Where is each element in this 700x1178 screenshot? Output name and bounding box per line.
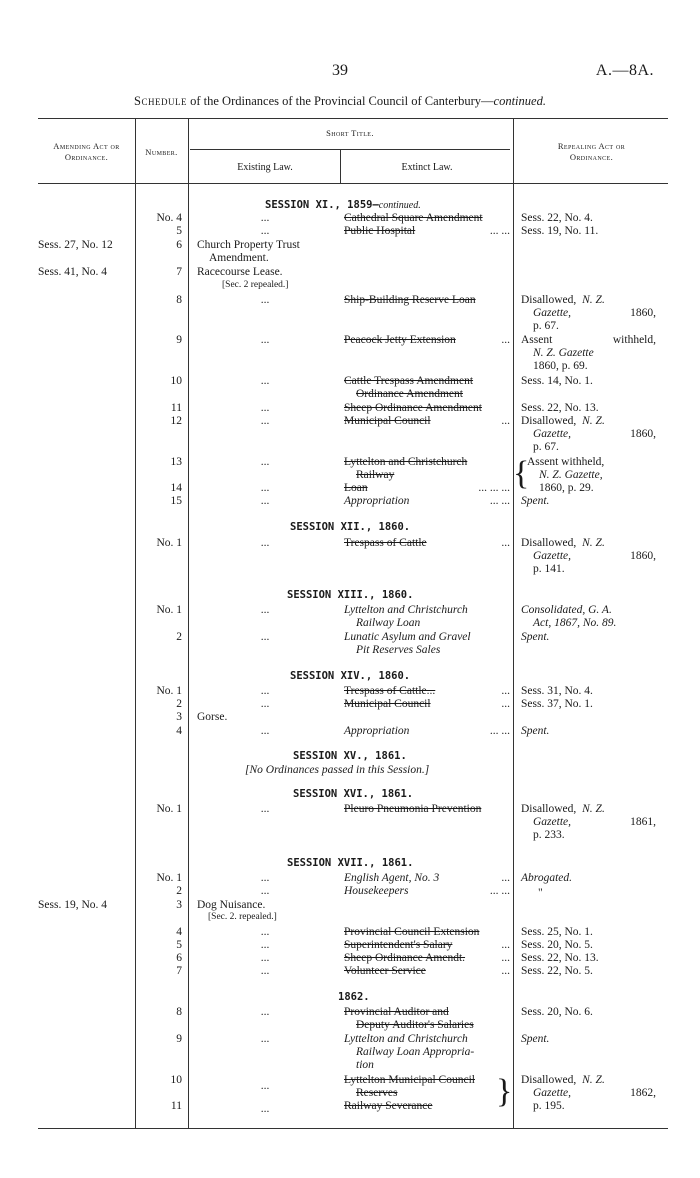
extinct-law-cell: [344, 939, 510, 952]
extinct-law-text: Housekeepers: [344, 885, 409, 897]
repealing-cell: Sess. 22, No. 13.: [521, 402, 599, 414]
leader-dots: ... ...: [489, 885, 510, 897]
existing-law-cell: ...: [260, 926, 270, 938]
header-repealing: [515, 141, 668, 163]
table-row-number: 3: [176, 899, 182, 911]
session-xi-title: SESSION XI., 1859—: [265, 199, 379, 211]
caption-suffix: continued.: [493, 94, 546, 108]
header-amending-line1: Amending Act or: [53, 141, 120, 151]
extinct-law-cell-cont: tion: [356, 1059, 374, 1071]
extinct-law-text: Railway Severance: [344, 1100, 433, 1112]
table-row-number: 10: [170, 1074, 182, 1086]
extinct-law-cell: [344, 482, 510, 495]
table-row-number: 5: [176, 225, 182, 237]
session-xii-heading: SESSION XII., 1860.: [290, 521, 411, 533]
leader-dots: ...: [501, 685, 510, 697]
table-row-number: 9: [176, 334, 182, 346]
extinct-law-text: Municipal Council: [344, 415, 431, 427]
repealing-cell: [521, 294, 605, 307]
table-row-number: 12: [170, 415, 182, 427]
caption-text: of the Ordinances of the Provincial Council of Canterbury—: [187, 94, 494, 108]
table-row-number: 8: [176, 294, 182, 306]
amending-cell: Sess. 41, No. 4: [38, 266, 108, 278]
extinct-law-text: Reserves: [356, 1087, 398, 1099]
extinct-law-cell: [344, 495, 510, 508]
repealing-cell-cont: [533, 816, 656, 829]
existing-law-cell: ...: [260, 495, 270, 507]
repealing-cell: ": [538, 887, 543, 899]
repealing-cell-cont: [533, 550, 656, 563]
extinct-law-cell: [344, 872, 510, 885]
table-row-number: 4: [176, 926, 182, 938]
repealing-text: Disallowed,: [521, 803, 580, 815]
extinct-law-cell-cont: [356, 1019, 522, 1032]
leader-dots: ... ... ...: [478, 482, 510, 494]
repealing-cell-cont: 1860, p. 29.: [539, 482, 594, 494]
repealing-text: N. Z.: [582, 537, 605, 549]
extinct-law-text: Public Hospital: [344, 225, 416, 237]
existing-law-cell: ...: [260, 1033, 270, 1045]
repealing-cell-cont: [533, 428, 656, 441]
existing-law-cell: ...: [260, 294, 270, 306]
table-row-number: 11: [170, 402, 182, 414]
table-row-number: No. 1: [156, 685, 182, 697]
extinct-law-text: Deputy Auditor's Salaries: [356, 1019, 474, 1031]
session-xiii-heading: SESSION XIII., 1860.: [287, 589, 414, 601]
leader-dots: ...: [501, 965, 510, 977]
extinct-law-cell: [344, 402, 510, 415]
existing-law-cell: Gorse.: [197, 711, 228, 723]
repealing-text: 1862,: [630, 1087, 656, 1099]
existing-law-cell: ...: [260, 482, 270, 494]
existing-law-cell: ...: [260, 415, 270, 427]
repealing-cell: Sess. 19, No. 11.: [521, 225, 599, 237]
leader-dots: ...: [501, 939, 510, 951]
existing-law-cell: ...: [260, 965, 270, 977]
leader-dots: ...: [501, 698, 510, 710]
repealing-text: Disallowed,: [521, 415, 580, 427]
repealing-text: Disallowed,: [521, 294, 580, 306]
repealing-cell: [521, 803, 605, 816]
table-top-rule: [38, 118, 668, 119]
existing-law-cell: ...: [260, 334, 270, 346]
session-xvii-heading: SESSION XVII., 1861.: [287, 857, 414, 869]
repealing-cell-cont: [533, 1087, 656, 1100]
repealing-cell: [521, 537, 605, 550]
extinct-law-cell: [344, 456, 510, 469]
repealing-cell: [521, 1074, 605, 1087]
existing-law-cell: ...: [260, 803, 270, 815]
extinct-law-text: Municipal Council: [344, 698, 431, 710]
table-row-number: 6: [176, 239, 182, 251]
table-row-number: 2: [176, 631, 182, 643]
extinct-law-text: Provincial Council Extension: [344, 926, 480, 938]
table-row-number: 11: [170, 1100, 182, 1112]
repealing-text: Assent: [521, 334, 553, 346]
extinct-law-cell: [344, 1006, 510, 1019]
extinct-law-text: Railway: [356, 469, 395, 481]
year-1862-heading: 1862.: [338, 991, 370, 1003]
table-row-number: 7: [176, 266, 182, 278]
table-row-number: 13: [170, 456, 182, 468]
table-row-number: 3: [176, 711, 182, 723]
repealing-cell-cont: p. 141.: [533, 563, 565, 575]
existing-law-cell: Church Property Trust: [197, 239, 300, 251]
table-row-number: 2: [176, 698, 182, 710]
extinct-law-cell-cont: Railway Loan Appropria-: [356, 1046, 475, 1058]
repealing-cell: Sess. 31, No. 4.: [521, 685, 593, 697]
extinct-law-cell: [344, 212, 510, 225]
leader-dots: ...: [501, 334, 510, 346]
repealing-cell: Sess. 14, No. 1.: [521, 375, 593, 387]
table-row-number: No. 1: [156, 537, 182, 549]
repealing-cell: Sess. 20, No. 6.: [521, 1006, 593, 1018]
repealing-text: withheld,: [612, 334, 656, 346]
extinct-law-cell: Lyttelton and Christchurch: [344, 1033, 468, 1045]
session-xiv-heading: SESSION XIV., 1860.: [290, 670, 411, 682]
extinct-law-text: Appropriation: [344, 725, 410, 737]
repealing-cell-cont: p. 195.: [533, 1100, 565, 1112]
extinct-law-cell-cont: [356, 388, 522, 401]
amending-cell: Sess. 19, No. 4: [38, 899, 108, 911]
extinct-law-cell: [344, 685, 510, 698]
repealing-text: N. Z.: [582, 1074, 605, 1086]
existing-law-cell: ...: [260, 375, 270, 387]
existing-law-cell: ...: [260, 698, 270, 710]
existing-law-cell: ...: [260, 685, 270, 697]
extinct-law-cell: [344, 885, 510, 898]
session-xv-heading: SESSION XV., 1861.: [293, 750, 407, 762]
repealing-text: N. Z.: [582, 294, 605, 306]
extinct-law-text: Trespass of Cattle: [344, 537, 427, 549]
extinct-law-cell: [344, 698, 510, 711]
header-short-title: Short Title.: [326, 128, 374, 138]
repealing-text: Gazette,: [533, 1087, 572, 1099]
table-row-number: 7: [176, 965, 182, 977]
header-amending: [38, 141, 135, 163]
extinct-law-cell: [344, 375, 510, 388]
extinct-law-text: Cattle Trespass Amendment: [344, 375, 474, 387]
session-xi-heading: [265, 199, 421, 212]
table-row-number: 2: [176, 885, 182, 897]
extinct-law-text: Loan: [344, 482, 368, 494]
extinct-law-cell: [344, 725, 510, 738]
repealing-cell: [521, 334, 656, 347]
extinct-law-text: Lyttelton and Christchurch: [344, 456, 468, 468]
repealing-cell: Sess. 37, No. 1.: [521, 698, 593, 710]
extinct-law-cell: [344, 537, 510, 550]
extinct-law-text: Superintendent's Salary: [344, 939, 453, 951]
existing-law-cell: ...: [260, 885, 270, 897]
session-xv-note: [No Ordinances passed in this Session.]: [245, 764, 430, 776]
existing-law-cell: Dog Nuisance.: [197, 899, 266, 911]
existing-law-cell: ...: [260, 1006, 270, 1018]
repeal-note: [Sec. 2 repealed.]: [222, 280, 289, 290]
repealing-text: Gazette,: [533, 816, 572, 828]
table-row-number: 6: [176, 952, 182, 964]
repealing-text: 1860,: [630, 550, 656, 562]
existing-law-cell: ...: [260, 725, 270, 737]
repealing-cell: Assent withheld,: [527, 456, 605, 468]
table-row-number: No. 1: [156, 872, 182, 884]
existing-law-cell: ...: [260, 537, 270, 549]
table-row-number: 9: [176, 1033, 182, 1045]
extinct-law-text: Cathedral Square Amendment: [344, 212, 483, 224]
repealing-text: Disallowed,: [521, 537, 580, 549]
table-row-number: No. 1: [156, 803, 182, 815]
repealing-cell: Spent.: [521, 631, 550, 643]
repealing-cell-cont: p. 67.: [533, 320, 559, 332]
leader-dots: ... ...: [489, 495, 510, 507]
repealing-cell-cont: N. Z. Gazette,: [539, 469, 603, 481]
repealing-text: Disallowed,: [521, 1074, 580, 1086]
repealing-cell: Spent.: [521, 725, 550, 737]
repealing-cell: [521, 415, 605, 428]
repealing-cell: Sess. 22, No. 5.: [521, 965, 593, 977]
table-row-number: 14: [170, 482, 182, 494]
table-row-number: 5: [176, 939, 182, 951]
leader-dots: ...: [501, 415, 510, 427]
extinct-law-cell: [344, 225, 510, 238]
repealing-cell: Sess. 22, No. 4.: [521, 212, 593, 224]
existing-law-cell-cont: Amendment.: [209, 252, 269, 264]
extinct-law-text: Trespass of Cattle...: [344, 685, 436, 697]
col-divider-2: [188, 118, 189, 1128]
short-title-rule: [190, 149, 510, 150]
session-xi-continued: continued.: [378, 200, 421, 211]
header-number: Number.: [145, 147, 178, 157]
repealing-cell: Spent.: [521, 495, 550, 507]
session-xvi-heading: SESSION XVI., 1861.: [293, 788, 414, 800]
repealing-text: Gazette,: [533, 428, 572, 440]
extinct-law-text: English Agent, No. 3: [344, 872, 440, 884]
extinct-law-text: Peacock Jetty Extension: [344, 334, 456, 346]
repealing-text: N. Z.: [582, 415, 605, 427]
extinct-law-text: Volunteer Service: [344, 965, 426, 977]
extinct-law-cell: Lyttelton and Christchurch: [344, 604, 468, 616]
table-row-number: 4: [176, 725, 182, 737]
repealing-text: N. Z.: [582, 803, 605, 815]
repealing-cell-cont: p. 233.: [533, 829, 565, 841]
extinct-law-text: Appropriation: [344, 495, 410, 507]
leader-dots: ...: [501, 537, 510, 549]
repealing-cell-cont: N. Z. Gazette: [533, 347, 594, 359]
header-existing-law: Existing Law.: [237, 162, 293, 173]
col-divider-3: [340, 149, 341, 183]
repealing-text: 1861,: [630, 816, 656, 828]
header-repealing-line1: Repealing Act or: [557, 141, 626, 151]
repealing-text: 1860,: [630, 428, 656, 440]
existing-law-cell: ...: [260, 1080, 270, 1092]
existing-law-cell: Racecourse Lease.: [197, 266, 283, 278]
extinct-law-cell: [344, 803, 510, 816]
extinct-law-text: Pleuro Pneumonia Prevention: [344, 803, 482, 815]
existing-law-cell: ...: [260, 456, 270, 468]
existing-law-cell: ...: [260, 631, 270, 643]
extinct-law-text: Sheep Ordinance Amendt.: [344, 952, 466, 964]
amending-cell: Sess. 27, No. 12: [38, 239, 113, 251]
grouping-brace: }: [496, 1073, 513, 1110]
leader-dots: ...: [501, 872, 510, 884]
existing-law-cell: ...: [260, 1103, 270, 1115]
extinct-law-text: Ship-Building Reserve Loan: [344, 294, 476, 306]
extinct-law-cell: [344, 415, 510, 428]
header-amending-line2: Ordinance.: [64, 152, 109, 162]
header-extinct-law: Extinct Law.: [401, 162, 453, 173]
leader-dots: ... ...: [489, 725, 510, 737]
extinct-law-cell: [344, 965, 510, 978]
extinct-law-cell: [344, 1074, 510, 1087]
table-bottom-rule: [38, 1128, 668, 1129]
extinct-law-cell-cont: Pit Reserves Sales: [356, 644, 441, 656]
existing-law-cell: ...: [260, 604, 270, 616]
repeal-note: [Sec. 2. repealed.]: [208, 912, 277, 922]
repealing-cell: Abrogated.: [521, 872, 572, 884]
repealing-cell-cont: [533, 307, 656, 320]
repealing-text: 1860,: [630, 307, 656, 319]
repealing-cell: Spent.: [521, 1033, 550, 1045]
extinct-law-cell: [344, 926, 510, 939]
extinct-law-text: Ordinance Amendment: [356, 388, 463, 400]
repealing-cell-cont: p. 67.: [533, 441, 559, 453]
leader-dots: ... ...: [489, 225, 510, 237]
repealing-text: Gazette,: [533, 307, 572, 319]
repealing-cell-cont: 1860, p. 69.: [533, 360, 588, 372]
extinct-law-cell-cont: [356, 469, 522, 482]
repealing-cell: Consolidated, G. A.: [521, 604, 612, 616]
existing-law-cell: ...: [260, 939, 270, 951]
repealing-cell: Sess. 22, No. 13.: [521, 952, 599, 964]
table-row-number: 15: [170, 495, 182, 507]
header-bottom-rule: [38, 183, 668, 184]
header-repealing-line2: Ordinance.: [569, 152, 614, 162]
table-row-number: 10: [170, 375, 182, 387]
document-reference: A.—8A.: [595, 62, 654, 79]
schedule-caption: [0, 94, 680, 109]
table-row-number: No. 1: [156, 604, 182, 616]
repealing-cell: Sess. 25, No. 1.: [521, 926, 593, 938]
extinct-law-cell: [344, 294, 510, 307]
table-row-number: 8: [176, 1006, 182, 1018]
repealing-cell-cont: Act, 1867, No. 89.: [533, 617, 617, 629]
extinct-law-text: Lyttelton Municipal Council: [344, 1074, 475, 1086]
extinct-law-text: Sheep Ordinance Amendment: [344, 402, 482, 414]
extinct-law-cell: Lunatic Asylum and Gravel: [344, 631, 471, 643]
repealing-cell: Sess. 20, No. 5.: [521, 939, 593, 951]
existing-law-cell: ...: [260, 402, 270, 414]
page-number: 39: [332, 62, 348, 79]
extinct-law-cell-cont: Railway Loan: [356, 617, 421, 629]
existing-law-cell: ...: [260, 212, 270, 224]
existing-law-cell: ...: [260, 225, 270, 237]
grouping-brace: {: [513, 455, 530, 492]
extinct-law-cell: [344, 334, 510, 347]
leader-dots: ...: [501, 952, 510, 964]
extinct-law-cell: [344, 1100, 510, 1113]
existing-law-cell: ...: [260, 952, 270, 964]
table-row-number: No. 4: [156, 212, 182, 224]
extinct-law-cell: [344, 952, 510, 965]
existing-law-cell: ...: [260, 872, 270, 884]
caption-prefix: Schedule: [134, 94, 187, 108]
extinct-law-text: Provincial Auditor and: [344, 1006, 449, 1018]
repealing-text: Gazette,: [533, 550, 572, 562]
